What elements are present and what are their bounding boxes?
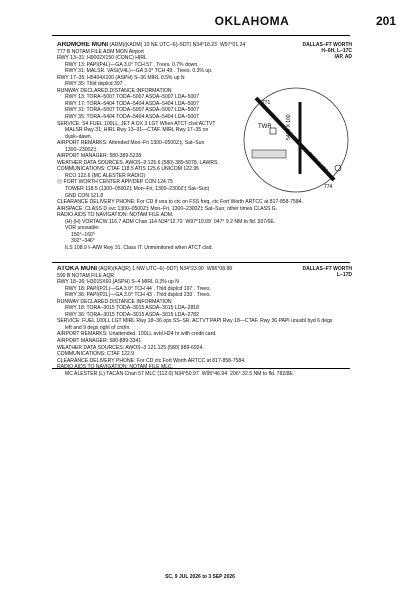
ardmore-line: AIRPORT MANAGER: 580-389-5238 — [57, 153, 142, 160]
entry-divider — [52, 262, 350, 263]
ardmore-line: RWY 13: PAPI(P4L)—GA 3.0° TCH 57´. Trees. 0.7% down. — [65, 61, 199, 68]
ardmore-line: RWY 17–35: H5404X100 (ASPH) S–36 MIRL 0.5% up N — [57, 74, 185, 81]
ardmore-line: TOWER 118.5 (1300–0500Z‡ Mon–Fri, 1300–2300Z‡ Sat–Sun) — [65, 186, 210, 193]
atoka-line: RADIO AIDS TO NAVIGATION: NOTAM FILE MLC. — [57, 364, 174, 371]
ardmore-line: RWY 13: TORA–5007 TODA–5007 ASDA–5007 LDA–5007 — [65, 94, 199, 101]
ardmore-line: WEATHER DATA SOURCES: AWOS–3 125.6 (580) 389-5078. LAWRS. — [57, 159, 219, 166]
atoka-lines — [57, 273, 352, 378]
ardmore-line: RWY 13–31: H9002X150 (CONC) HIRL — [57, 55, 147, 62]
atoka-line: MC ALESTER (L) TACAN Chan 57 MLC (112.0) N34°50.97´ W95°46.94´ 206° 32.5 NM to fld. 782/8E. — [65, 370, 295, 377]
rwy-13-31-dim: 9002 X 150 — [306, 151, 329, 174]
atoka-line: RWY 18–36: H3015X60 (ASPH) S–4 MIRL 0.3% up N — [57, 279, 179, 286]
atoka-entry — [57, 266, 352, 377]
rwy-17-35-dim: 5404 X 100 — [286, 114, 292, 140]
ardmore-line: ILS 108.9 I–AIW Rwy 31. Class IT. Unmonitored when ATCT clsd. — [65, 244, 213, 251]
atoka-title: ATOKA MUNI (AQR)(KAQR) 1 NW UTC–6(–5DT) N34°23.90´ W96°08.88´ — [57, 266, 234, 272]
atoka-line: RUNWAY DECLARED DISTANCE INFORMATION — [57, 298, 172, 305]
atoka-chart-refs: DALLAS–FT WORTH L–17D — [302, 266, 352, 279]
atoka-line: AIRPORT MANAGER: 580-889-3341 — [57, 338, 142, 345]
ardmore-line: Ⓡ FORT WORTH CENTER APP/DEP CON 124.75 — [57, 179, 173, 186]
ardmore-line: 150°–160° — [71, 231, 95, 238]
ardmore-line: (H) (H) VORTACW 116.7 ADM Chan 114 N34°12.70´ W97°10.09´ 047° 9.2 NM to fld. 937/6E. — [65, 218, 276, 225]
ardmore-line: RWY 31: MALSR. VASI(V4L)—GA 3.0° TCH 49´. Trees. 0.3% up. — [65, 68, 213, 75]
state-heading: OKLAHOMA — [214, 14, 290, 28]
atoka-line: AIRPORT REMARKS: Unattended. 100LL avbl H24 hr with credit card. — [57, 331, 217, 338]
ardmore-line: COMMUNICATIONS: CTAF 118.5 ATIS 125.6 UNICOM 122.95 — [57, 166, 200, 173]
ardmore-line: SERVICE: S4 FUEL 100LL, JET A OX 3 LGT When ATCT clsd ACTVT — [57, 120, 216, 127]
ardmore-line: VOR unusable: — [65, 225, 100, 232]
ardmore-chart-refs: DALLAS–FT WORTH H–6H, L–17C IAP, AD — [302, 42, 352, 61]
ardmore-line: RADIO AIDS TO NAVIGATION: NOTAM FILE ADM. — [57, 212, 174, 219]
ardmore-line: 1300–2300Z‡. — [65, 146, 98, 153]
ardmore-line: MALSR Rwy 31; HIRL Rwy 13–31—CTAF. MIRL Rwy 17–35 on — [65, 127, 209, 134]
atoka-line: RWY 36: PAPI(P2L)—GA 3.0° TCH 43´. Thld dsplcd 233´. Trees. — [65, 292, 211, 299]
ardmore-line: RWY 17: TORA–5404 TODA–5404 ASDA–5404 LDA–5007 — [65, 100, 199, 107]
header-rule — [52, 35, 350, 36]
ardmore-line: RUNWAY DECLARED DISTANCE INFORMATION — [57, 87, 172, 94]
ardmore-line: AIRSPACE: CLASS D svc 1300–0500Z‡ Mon–Fri, 1300–2300Z‡ Sat–Sun; other times CLASS G. — [57, 205, 278, 212]
ardmore-line: GND CON 121.8 — [65, 192, 104, 199]
ardmore-line: RWY 35: TORA–5404 TODA–5404 ASDA–5404 LDA–5007 — [65, 114, 199, 121]
elevation-b: 774 — [324, 184, 333, 190]
atoka-line: SERVICE: FUEL 100LL LGT MIRL Rwy 18–36 ops SS–SR. ACTVT PAPI Rwy 18—CTAF. Rwy 36 PAPI unusbl byd 6 degs — [57, 318, 333, 325]
tower-label: TWR — [258, 124, 272, 130]
atoka-end-rule — [52, 368, 350, 369]
ardmore-line: dusk–dawn. — [65, 133, 93, 140]
atoka-line: WEATHER DATA SOURCES: AWOS–3 121.125 (580) 889-6924. — [57, 344, 204, 351]
page-number: 201 — [376, 14, 397, 28]
atoka-line: COMMUNICATIONS: CTAF 122.9 — [57, 351, 135, 358]
atoka-line: CLEARANCE DELIVERY PHONE: For CD ctc Fort Worth ARTCC at 817-858-7584. — [57, 357, 246, 364]
apron — [252, 150, 286, 158]
ardmore-line: 777 B NOTAM FILE ADM MON Airport — [57, 48, 144, 55]
ardmore-line: RWY 31: TORA–5007 TODA–5007 ASDA–5007 LDA–5007 — [65, 107, 199, 114]
effective-dates: SC, 9 JUL 2026 to 3 SEP 2026 — [165, 574, 235, 580]
ardmore-title: ARDMORE MUNI (ADM)(KADM) 10 NE UTC–6(–5DT) N34°18.23´ W97°01.24´ — [57, 42, 247, 48]
atoka-line: RWY 36: TORA–3015 TODA–3015 ASDA–3015 LDA–2782 — [65, 311, 199, 318]
ardmore-line: CLEARANCE DELIVERY PHONE: For CD if una to ctc on FSS freq, ctc Fort Worth ARTCC at 817-858-7584. — [57, 199, 303, 206]
ardmore-airport-diagram — [242, 80, 350, 200]
elevation-a: 771 — [262, 100, 271, 106]
atoka-line: RWY 18: PAPI(P2L)—GA 3.0° TCH 44´. Thld dsplcd 197´. Trees. — [65, 285, 211, 292]
ardmore-line: RCO 122.6 (MC ALESTER RADIO) — [65, 172, 146, 179]
ardmore-line: AIRPORT REMARKS: Attended Mon–Fri 1300–0500Z‡, Sat–Sun — [57, 140, 205, 147]
atoka-line: 590 B NOTAM FILE AQR — [57, 272, 115, 279]
ardmore-line: 302°–346° — [71, 238, 95, 245]
atoka-line: left and 9 degs right of cntrln. — [65, 324, 131, 331]
atoka-line: RWY 18: TORA–3015 TODA–3015 ASDA–3015 LDA–2818 — [65, 305, 199, 312]
ardmore-line: RWY 35: Thld dsplcd 397´. — [65, 81, 126, 88]
